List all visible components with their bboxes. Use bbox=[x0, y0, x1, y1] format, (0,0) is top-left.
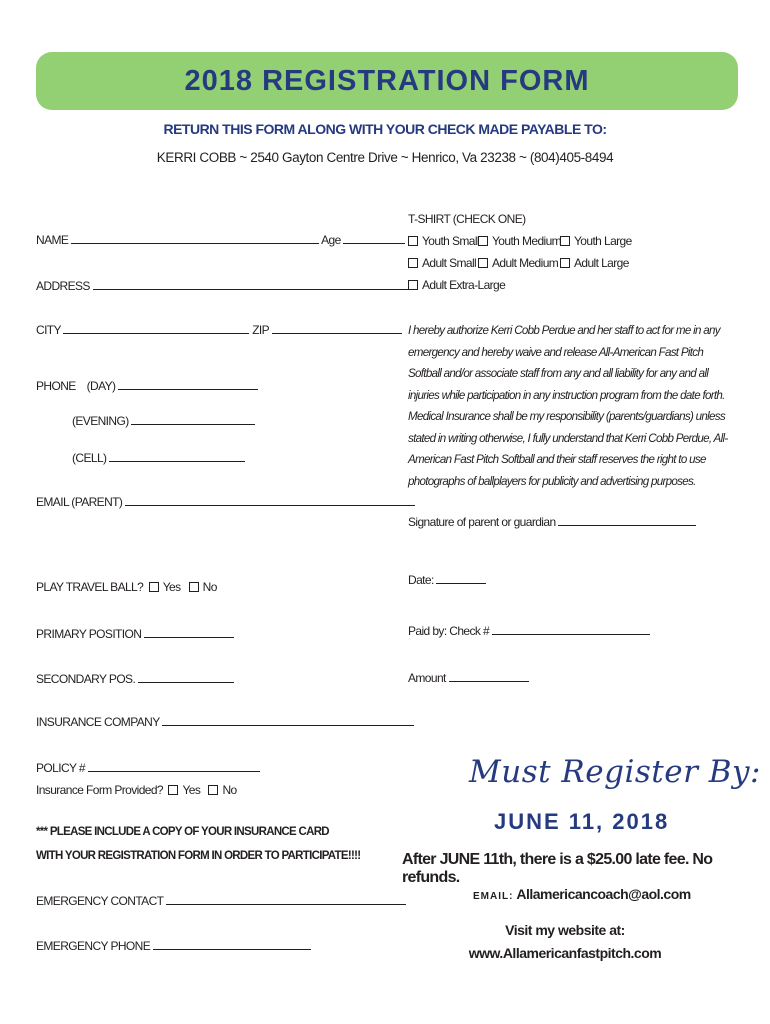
phone-evening-row bbox=[72, 413, 255, 428]
insurance-no-checkbox[interactable] bbox=[208, 785, 218, 795]
late-fee-notice: After JUNE 11th, there is a $25.00 late fee. No refunds. bbox=[402, 851, 713, 886]
deadline-date: JUNE 11, 2018 bbox=[494, 809, 670, 834]
insurance-row bbox=[36, 714, 414, 729]
address-label: ADDRESS bbox=[36, 279, 90, 293]
phone-evening-field[interactable] bbox=[131, 413, 255, 425]
city-row bbox=[36, 322, 402, 337]
insurance-provided-label: Insurance Form Provided? bbox=[36, 783, 163, 797]
adult-large-checkbox[interactable] bbox=[560, 258, 570, 268]
city-label: CITY bbox=[36, 323, 61, 337]
zip-field[interactable] bbox=[272, 322, 402, 334]
tshirt-heading: T-SHIRT (CHECK ONE) bbox=[408, 212, 526, 226]
email-label: EMAIL (PARENT) bbox=[36, 495, 123, 509]
address-row bbox=[36, 278, 411, 293]
secondary-position-row bbox=[36, 671, 234, 686]
check-number-field[interactable] bbox=[492, 623, 650, 635]
insurance-note-line-1: *** PLEASE INCLUDE A COPY OF YOUR INSURANCE CARD bbox=[36, 826, 329, 838]
adult-small-label: Adult Small bbox=[422, 256, 477, 270]
adult-xl-label: Adult Extra-Large bbox=[422, 278, 506, 292]
tshirt-adult-medium bbox=[478, 256, 558, 270]
name-label: NAME bbox=[36, 233, 69, 247]
tshirt-adult-xl bbox=[408, 278, 505, 292]
insurance-no-label: No bbox=[222, 783, 237, 797]
primary-position-row bbox=[36, 626, 234, 641]
name-field[interactable] bbox=[71, 232, 319, 244]
tshirt-adult-small bbox=[408, 256, 476, 270]
travel-no-label: No bbox=[202, 580, 217, 594]
date-field[interactable] bbox=[436, 572, 486, 584]
zip-label: ZIP bbox=[252, 323, 269, 337]
youth-large-label: Youth Large bbox=[574, 234, 632, 248]
emergency-contact-row bbox=[36, 893, 406, 908]
primary-position-field[interactable] bbox=[144, 626, 234, 638]
age-field[interactable] bbox=[343, 232, 405, 244]
insurance-yes-label: Yes bbox=[182, 783, 201, 797]
youth-large-checkbox[interactable] bbox=[560, 236, 570, 246]
signature-label: Signature of parent or guardian bbox=[408, 515, 556, 529]
evening-label: (EVENING) bbox=[72, 414, 129, 428]
name-row bbox=[36, 232, 405, 247]
youth-medium-label: Youth Medium bbox=[492, 234, 562, 248]
policy-field[interactable] bbox=[88, 760, 260, 772]
tshirt-youth-medium bbox=[478, 234, 561, 248]
adult-medium-label: Adult Medium bbox=[492, 256, 559, 270]
emergency-phone-row bbox=[36, 938, 311, 953]
age-label: Age bbox=[321, 233, 341, 247]
address-field[interactable] bbox=[93, 278, 411, 290]
adult-xl-checkbox[interactable] bbox=[408, 280, 418, 290]
insurance-label: INSURANCE COMPANY bbox=[36, 715, 160, 729]
phone-cell-field[interactable] bbox=[109, 450, 245, 462]
policy-row bbox=[36, 760, 260, 775]
date-row bbox=[408, 572, 486, 587]
paid-by-label: Paid by: Check # bbox=[408, 624, 490, 638]
youth-medium-checkbox[interactable] bbox=[478, 236, 488, 246]
emergency-contact-field[interactable] bbox=[166, 893, 406, 905]
adult-medium-checkbox[interactable] bbox=[478, 258, 488, 268]
title-banner bbox=[36, 52, 738, 110]
phone-label: PHONE bbox=[36, 379, 76, 393]
visit-website-text: Visit my website at: bbox=[505, 922, 625, 938]
amount-label: Amount bbox=[408, 671, 446, 685]
contact-email-row bbox=[473, 886, 691, 902]
adult-large-label: Adult Large bbox=[574, 256, 629, 270]
insurance-field[interactable] bbox=[162, 714, 414, 726]
contact-email-label: EMAIL: bbox=[473, 891, 514, 902]
travel-yes-checkbox[interactable] bbox=[149, 582, 159, 592]
email-row bbox=[36, 494, 415, 509]
emergency-contact-label: EMERGENCY CONTACT bbox=[36, 894, 164, 908]
emergency-phone-label: EMERGENCY PHONE bbox=[36, 939, 151, 953]
amount-row bbox=[408, 670, 529, 685]
waiver-text: I hereby authorize Kerri Cobb Perdue and her staff to act for me in any emergency and hereby waive and release All-American Fast Pitch Softball and/or associate staff from any and all liability for any and all injuries while participation in any instruction program from the date forth. Medical Insurance shall be my responsibility (parents/guardians) unless stated in writing otherwise, I fully understand that Kerri Cobb Perdue, All-American Fast Pitch Softball and their staff reserves the right to use photographs of ballplayers for publicity and advertising purposes. bbox=[408, 324, 728, 488]
policy-label: POLICY # bbox=[36, 761, 86, 775]
must-register-heading: Must Register By: bbox=[469, 754, 761, 790]
primary-position-label: PRIMARY POSITION bbox=[36, 627, 142, 641]
phone-day-row bbox=[36, 378, 258, 393]
phone-day-field[interactable] bbox=[118, 378, 258, 390]
contact-email[interactable]: Allamericancoach@aol.com bbox=[516, 886, 691, 902]
secondary-position-field[interactable] bbox=[138, 671, 234, 683]
emergency-phone-field[interactable] bbox=[153, 938, 311, 950]
signature-row bbox=[408, 514, 696, 529]
tshirt-youth-large bbox=[560, 234, 632, 248]
payable-heading: RETURN THIS FORM ALONG WITH YOUR CHECK MADE PAYABLE TO: bbox=[163, 121, 607, 137]
secondary-position-label: SECONDARY POS. bbox=[36, 672, 136, 686]
date-label: Date: bbox=[408, 573, 434, 587]
signature-field[interactable] bbox=[558, 514, 696, 526]
travel-ball-label: PLAY TRAVEL BALL? bbox=[36, 580, 144, 594]
adult-small-checkbox[interactable] bbox=[408, 258, 418, 268]
payee-address: KERRI COBB ~ 2540 Gayton Centre Drive ~ Henrico, Va 23238 ~ (804)405-8494 bbox=[156, 150, 614, 165]
youth-small-label: Youth Small bbox=[422, 234, 479, 248]
insurance-provided-row bbox=[36, 783, 237, 797]
tshirt-youth-small bbox=[408, 234, 479, 248]
insurance-note-line-2: WITH YOUR REGISTRATION FORM IN ORDER TO PARTICIPATE!!!! bbox=[36, 850, 361, 862]
paid-by-row bbox=[408, 623, 650, 638]
cell-label: (CELL) bbox=[72, 451, 107, 465]
youth-small-checkbox[interactable] bbox=[408, 236, 418, 246]
day-label: (DAY) bbox=[86, 379, 116, 393]
phone-cell-row bbox=[72, 450, 245, 465]
travel-yes-label: Yes bbox=[162, 580, 181, 594]
form-title: 2018 REGISTRATION FORM bbox=[184, 64, 590, 97]
travel-ball-row bbox=[36, 580, 217, 594]
city-field[interactable] bbox=[63, 322, 249, 334]
amount-field[interactable] bbox=[449, 670, 529, 682]
insurance-yes-checkbox[interactable] bbox=[168, 785, 178, 795]
tshirt-adult-large bbox=[560, 256, 629, 270]
travel-no-checkbox[interactable] bbox=[189, 582, 199, 592]
email-field[interactable] bbox=[125, 494, 415, 506]
website-link[interactable]: www.Allamericanfastpitch.com bbox=[468, 945, 662, 961]
